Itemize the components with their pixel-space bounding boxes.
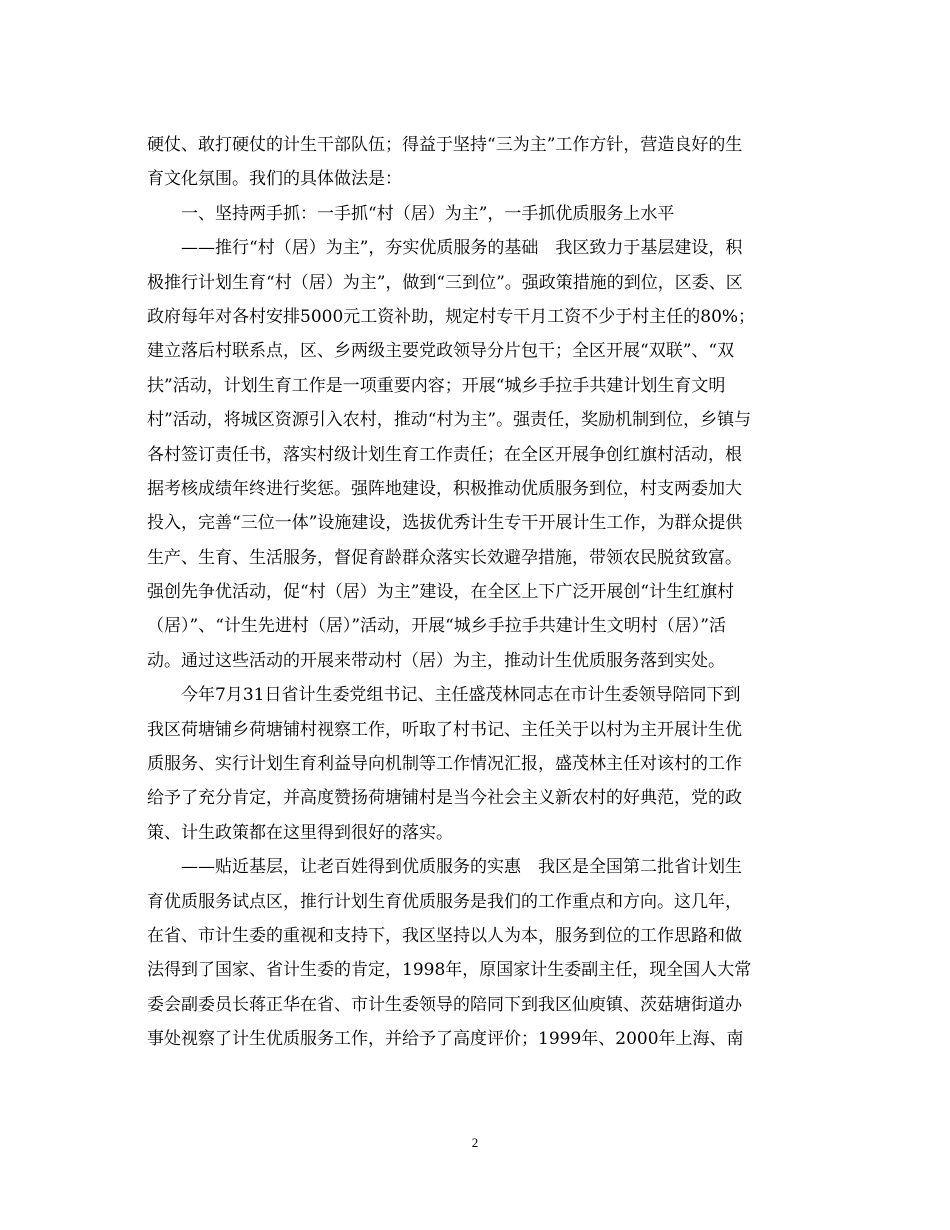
text-line: 据考核成绩年终进行奖惩。强阵地建设，积极推动优质服务到位，村支两委加大	[147, 478, 742, 499]
text-line: 政府每年对各村安排5000元工资补助，规定村专干月工资不少于村主任的80%；	[147, 306, 756, 327]
text-line: 硬仗、敢打硬仗的计生干部队伍；得益于坚持“三为主”工作方针，营造良好的生	[147, 135, 743, 155]
text-line: ——贴近基层，让老百姓得到优质服务的实惠 我区是全国第二批省计划生	[181, 857, 742, 878]
text-line: 动。通过这些活动的开展来带动村（居）为主，推动计生优质服务落到实处。	[147, 650, 725, 671]
text-line: 给予了充分肯定，并高度赞扬荷塘铺村是当今社会主义新农村的好典范，党的政	[147, 788, 742, 809]
text-line: 一、坚持两手抓：一手抓“村（居）为主”，一手抓优质服务上水平	[181, 203, 675, 224]
page-number: 2	[471, 1135, 479, 1150]
text-line: 今年7月31日省计生委党组书记、主任盛茂林同志在市计生委领导陪同下到	[181, 685, 741, 706]
text-line: 我区荷塘铺乡荷塘铺村视察工作，听取了村书记、主任关于以村为主开展计生优	[147, 719, 742, 740]
text-line: 生产、生育、生活服务，督促育龄群众落实长效避孕措施，带领农民脱贫致富。	[147, 547, 742, 568]
text-line: 法得到了国家、省计生委的肯定，1998年，原国家计生委副主任，现全国人大常	[147, 960, 752, 981]
text-line: 各村签订责任书，落实村级计划生育工作责任；在全区开展争创红旗村活动，根	[147, 444, 742, 465]
text-line: 村”活动，将城区资源引入农村，推动“村为主”。强责任，奖励机制到位，乡镇与	[147, 410, 752, 431]
text-line: 在省、市计生委的重视和支持下，我区坚持以人为本，服务到位的工作思路和做	[147, 925, 742, 946]
text-line: 委会副委员长蒋正华在省、市计生委领导的陪同下到我区仙庾镇、茨菇塘街道办	[147, 994, 742, 1015]
text-line: 质服务、实行计划生育利益导向机制等工作情况汇报，盛茂林主任对该村的工作	[147, 754, 742, 775]
text-line: 育优质服务试点区，推行计划生育优质服务是我们的工作重点和方向。这几年，	[147, 891, 742, 912]
text-line: 策、计生政策都在这里得到很好的落实。	[147, 822, 453, 843]
text-line: （居）”、“计生先进村（居）”活动，开展“城乡手拉手共建计生文明村（居）”活	[147, 616, 726, 637]
text-line: 扶”活动，计划生育工作是一项重要内容；开展“城乡手拉手共建计划生育文明	[147, 375, 726, 396]
text-line: 投入，完善“三位一体”设施建设，选拔优秀计生专干开展计生工作，为群众提供	[147, 513, 743, 534]
text-line: 强创先争优活动，促“村（居）为主”建设，在全区上下广泛开展创“计生红旗村	[147, 582, 735, 603]
text-line: 建立落后村联系点，区、乡两级主要党政领导分片包干；全区开展“双联”、“双	[147, 341, 735, 362]
text-line: 极推行计划生育“村（居）为主”，做到“三到位”。强政策措施的到位，区委、区	[147, 272, 743, 293]
text-line: 事处视察了计生优质服务工作，并给予了高度评价；1999年、2000年上海、南	[147, 1029, 744, 1050]
text-line: ——推行“村（居）为主”，夯实优质服务的基础 我区致力于基层建设，积	[181, 238, 743, 259]
text-line: 育文化氛围。我们的具体做法是：	[147, 169, 402, 190]
body-text	[147, 128, 809, 1057]
